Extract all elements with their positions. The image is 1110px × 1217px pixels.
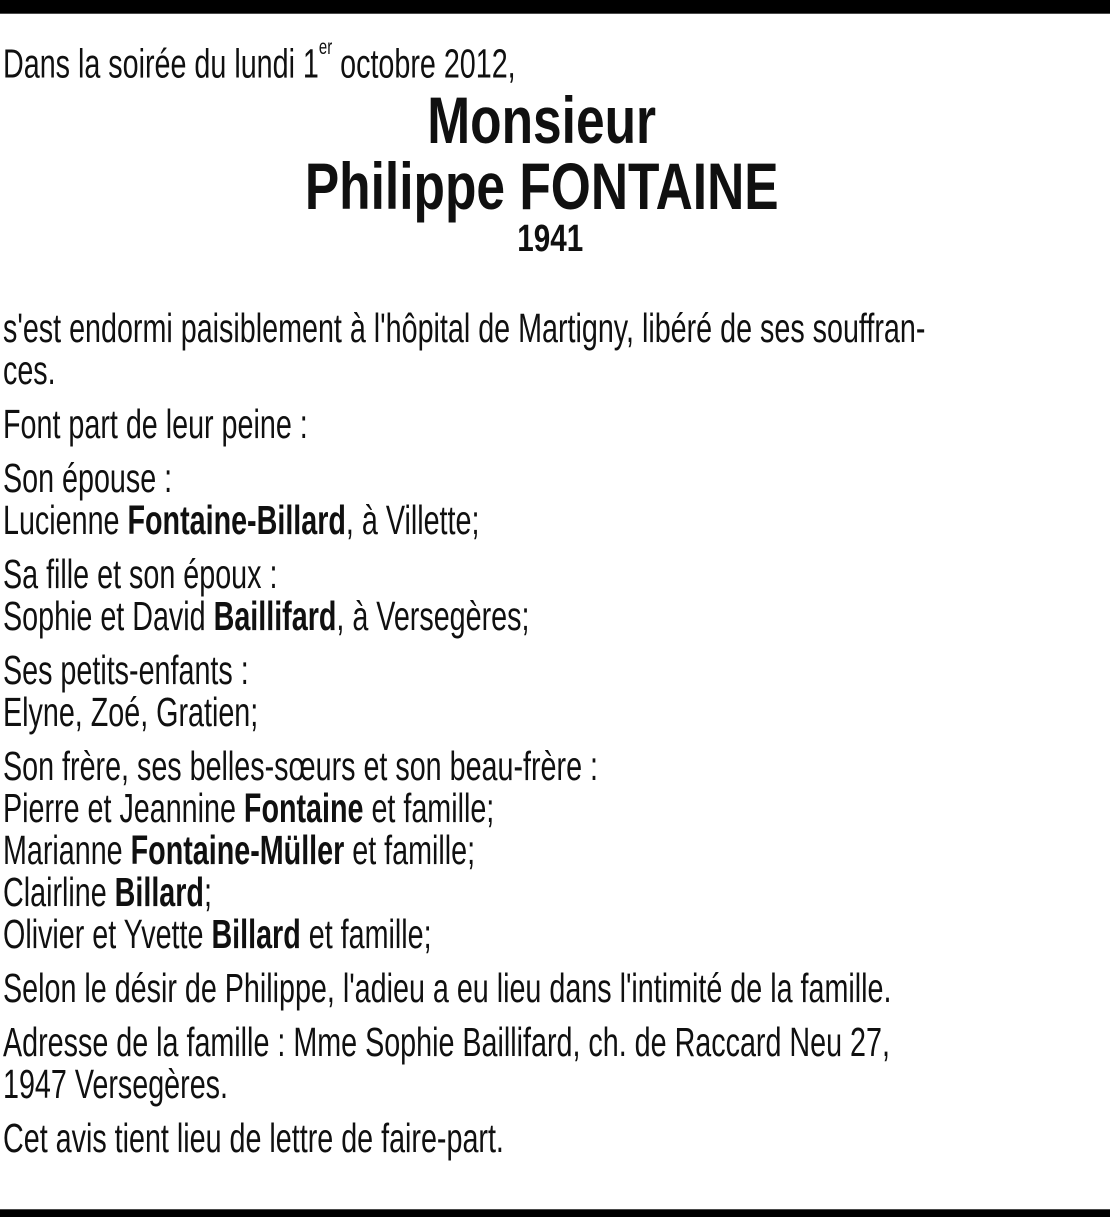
text-line [3,688,778,735]
text-segment: Ses petits-enfants : [3,646,249,693]
ordinal-superscript: er [318,35,333,60]
text-line [3,646,778,693]
text-segment: Sa fille et son époux : [3,550,278,597]
text-segment: Adresse de la famille : Mme Sophie Baillifard, ch. de Raccard Neu 27, [3,1018,890,1065]
deceased-name-text: Philippe FONTAINE [304,148,779,223]
birth-year-text: 1941 [517,217,584,260]
paragraph-spouse [3,454,1110,543]
text-segment: et famille; [363,784,495,831]
text-segment: Cet avis tient lieu de lettre de faire-part. [3,1114,504,1161]
paragraph-notice-footer [3,1114,1110,1161]
text-segment: s'est endormi paisiblement à l'hôpital de Martigny, libéré de ses souffran- [3,304,926,351]
text-segment: Pierre et Jeannine [3,784,244,831]
paragraph-siblings [3,742,1110,957]
date-line-text: Dans la soirée du lundi 1 [3,40,319,87]
text-line [3,868,778,915]
text-segment: 1947 Versegères. [3,1060,228,1107]
family-name-bold: Fontaine-Billard [127,496,346,543]
text-line [3,400,778,447]
family-name-bold: Fontaine-Müller [130,826,345,873]
text-segment: , à Villette; [345,496,480,543]
deceased-name [3,148,1080,223]
family-name-bold: Billard [114,868,204,915]
text-segment: ces. [3,346,56,393]
text-segment: Font part de leur peine : [3,400,308,447]
date-line-text-after: octobre 2012, [332,40,516,87]
salutation [3,82,1080,157]
text-line [3,1114,778,1161]
text-segment: , à Versegères; [336,592,530,639]
text-line [3,454,778,501]
text-segment: Marianne [3,826,131,873]
paragraph-death-announcement [3,304,1110,393]
birth-year [3,219,1098,259]
paragraph-daughter-and-husband [3,550,1110,639]
title-block [3,82,1080,260]
paragraph-grandchildren [3,646,1110,735]
text-segment: Clairline [3,868,115,915]
text-segment: Selon le désir de Philippe, l'adieu a eu lieu dans l'intimité de la famille. [3,964,892,1011]
text-line [3,550,778,597]
text-line [3,496,778,543]
text-segment: Lucienne [3,496,128,543]
obituary-body [3,304,1110,1161]
obituary-notice [0,14,1110,1159]
text-segment: Olivier et Yvette [3,910,212,957]
text-segment: et famille; [300,910,432,957]
paragraph-farewell [3,964,1110,1011]
text-line [3,910,778,957]
paragraph-family-address [3,1018,1110,1107]
text-segment: Sophie et David [3,592,214,639]
text-segment: Elyne, Zoé, Gratien; [3,688,259,735]
text-segment: et famille; [344,826,476,873]
text-line [3,742,778,789]
family-name-bold: Billard [211,910,301,957]
text-segment: Son frère, ses belles-sœurs et son beau-frère : [3,742,598,789]
text-line [3,964,892,1011]
text-segment: Son épouse : [3,454,173,501]
paragraph-grief-intro [3,400,1110,447]
text-line [3,1060,778,1107]
text-line [3,304,926,351]
top-divider-bar [0,0,1110,14]
text-line [3,784,778,831]
text-line [3,826,778,873]
family-name-bold: Fontaine [243,784,364,831]
family-name-bold: Baillifard [213,592,337,639]
salutation-text: Monsieur [427,82,656,157]
text-line [3,346,778,393]
date-line [3,35,778,85]
text-line [3,1018,890,1065]
text-line [3,592,778,639]
bottom-divider-bar [0,1209,1110,1217]
text-segment: ; [203,868,212,915]
